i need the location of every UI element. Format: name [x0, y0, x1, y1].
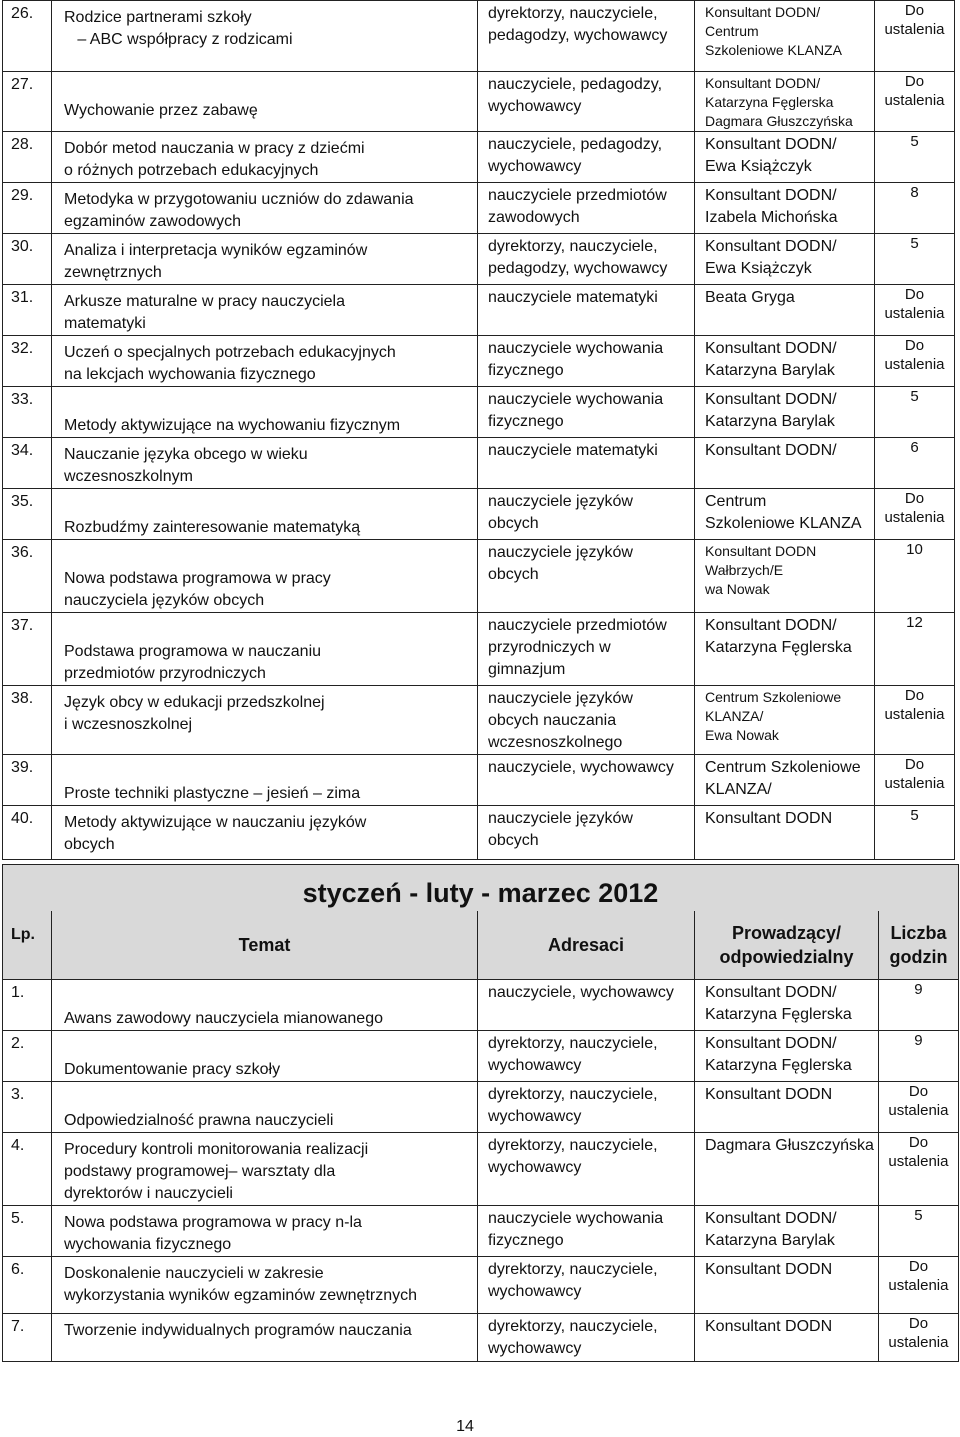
- row-addressees: dyrektorzy, nauczyciele, wychowawcy: [478, 1082, 695, 1133]
- page-number: 14: [456, 1418, 474, 1435]
- training-table-q1-2012: [2, 864, 959, 1362]
- row-addressees: nauczyciele wychowania fizycznego: [478, 1206, 695, 1257]
- row-hours: 5: [878, 1206, 958, 1257]
- row-addressees: dyrektorzy, nauczyciele, wychowawcy: [478, 1257, 695, 1314]
- quarter-title: styczeń - luty - marzec 2012: [3, 865, 959, 911]
- row-lead: Konsultant DODN/ Centrum Szkoleniowe KLANZA: [695, 1, 875, 72]
- row-hours: Do ustalenia: [878, 1314, 958, 1362]
- row-number: 32.: [3, 336, 52, 387]
- row-lead: Konsultant DODN/ Katarzyna Fęglerska: [695, 980, 879, 1031]
- column-header-lp: Lp.: [3, 911, 52, 980]
- row-topic: Tworzenie indywidualnych programów nauczania: [52, 1314, 478, 1362]
- table-row: [3, 980, 959, 1031]
- row-hours: 5: [875, 234, 955, 285]
- row-addressees: nauczyciele języków obcych nauczania wczesnoszkolnego: [478, 686, 695, 755]
- row-topic: Podstawa programowa w nauczaniu przedmiotów przyrodniczych: [52, 613, 478, 686]
- row-topic: Arkusze maturalne w pracy nauczyciela matematyki: [52, 285, 478, 336]
- table-row: [3, 387, 955, 438]
- row-number: 35.: [3, 489, 52, 540]
- row-hours: Do ustalenia: [875, 755, 955, 806]
- row-topic: Awans zawodowy nauczyciela mianowanego: [52, 980, 478, 1031]
- row-lead: Centrum Szkoleniowe KLANZA/ Ewa Nowak: [695, 686, 875, 755]
- column-header-addressees: Adresaci: [478, 911, 695, 980]
- row-hours: Do ustalenia: [878, 1257, 958, 1314]
- row-addressees: nauczyciele, pedagodzy, wychowawcy: [478, 132, 695, 183]
- row-topic: Procedury kontroli monitorowania realizacji podstawy programowej– warsztaty dla dyrektorów i nauczycieli: [52, 1133, 478, 1206]
- row-lead: Konsultant DODN/ Katarzyna Barylak: [695, 1206, 879, 1257]
- row-topic: Dobór metod nauczania w pracy z dziećmi o różnych potrzebach edukacyjnych: [52, 132, 478, 183]
- row-number: 1.: [3, 980, 52, 1031]
- table-row: [3, 285, 955, 336]
- row-lead: Konsultant DODN/ Ewa Książczyk: [695, 132, 875, 183]
- row-lead: Konsultant DODN: [695, 1082, 879, 1133]
- column-header-topic: Temat: [52, 911, 478, 980]
- row-lead: Konsultant DODN/ Katarzyna Fęglerska: [695, 1031, 879, 1082]
- row-lead: Konsultant DODN/ Katarzyna Barylak: [695, 387, 875, 438]
- row-number: 29.: [3, 183, 52, 234]
- row-topic: Metody aktywizujące w nauczaniu języków obcych: [52, 806, 478, 860]
- row-number: 39.: [3, 755, 52, 806]
- training-table-continued: [2, 0, 955, 860]
- row-lead: Konsultant DODN Wałbrzych/E wa Nowak: [695, 540, 875, 613]
- row-addressees: dyrektorzy, nauczyciele, wychowawcy: [478, 1133, 695, 1206]
- row-topic: Rozbudźmy zainteresowanie matematyką: [52, 489, 478, 540]
- row-number: 36.: [3, 540, 52, 613]
- row-hours: Do ustalenia: [875, 336, 955, 387]
- row-topic: Rodzice partnerami szkoły – ABC współpracy z rodzicami: [52, 1, 478, 72]
- row-number: 38.: [3, 686, 52, 755]
- table-body: [3, 1, 955, 860]
- row-number: 7.: [3, 1314, 52, 1362]
- table-row: [3, 1206, 959, 1257]
- table-row: [3, 755, 955, 806]
- table-row: [3, 540, 955, 613]
- row-addressees: nauczyciele, pedagodzy, wychowawcy: [478, 72, 695, 132]
- row-lead: Dagmara Głuszczyńska: [695, 1133, 879, 1206]
- row-topic: Analiza i interpretacja wyników egzaminów zewnętrznych: [52, 234, 478, 285]
- table-row: [3, 1, 955, 72]
- row-addressees: dyrektorzy, nauczyciele, pedagodzy, wychowawcy: [478, 234, 695, 285]
- row-addressees: nauczyciele języków obcych: [478, 806, 695, 860]
- row-hours: Do ustalenia: [875, 72, 955, 132]
- row-lead: Konsultant DODN/ Katarzyna Barylak: [695, 336, 875, 387]
- table-row: [3, 183, 955, 234]
- row-number: 30.: [3, 234, 52, 285]
- row-lead: Konsultant DODN: [695, 806, 875, 860]
- table-row: [3, 1082, 959, 1133]
- row-lead: Konsultant DODN: [695, 1257, 879, 1314]
- row-lead: Konsultant DODN/ Katarzyna Fęglerska: [695, 613, 875, 686]
- row-number: 28.: [3, 132, 52, 183]
- row-topic: Wychowanie przez zabawę: [52, 72, 478, 132]
- row-hours: Do ustalenia: [878, 1082, 958, 1133]
- table-row: [3, 336, 955, 387]
- row-hours: 8: [875, 183, 955, 234]
- row-number: 33.: [3, 387, 52, 438]
- row-addressees: dyrektorzy, nauczyciele, pedagodzy, wychowawcy: [478, 1, 695, 72]
- row-addressees: dyrektorzy, nauczyciele, wychowawcy: [478, 1031, 695, 1082]
- row-number: 26.: [3, 1, 52, 72]
- row-topic: Metodyka w przygotowaniu uczniów do zdawania egzaminów zawodowych: [52, 183, 478, 234]
- table-row: [3, 686, 955, 755]
- row-number: 34.: [3, 438, 52, 489]
- row-addressees: nauczyciele przedmiotów zawodowych: [478, 183, 695, 234]
- row-number: 4.: [3, 1133, 52, 1206]
- row-hours: Do ustalenia: [875, 1, 955, 72]
- table-row: [3, 613, 955, 686]
- row-number: 27.: [3, 72, 52, 132]
- row-topic: Odpowiedzialność prawna nauczycieli: [52, 1082, 478, 1133]
- row-number: 31.: [3, 285, 52, 336]
- table-row: [3, 234, 955, 285]
- table-row: [3, 1031, 959, 1082]
- row-lead: Centrum Szkoleniowe KLANZA/: [695, 755, 875, 806]
- row-addressees: nauczyciele, wychowawcy: [478, 755, 695, 806]
- row-addressees: nauczyciele języków obcych: [478, 489, 695, 540]
- row-lead: Konsultant DODN/ Izabela Michońska: [695, 183, 875, 234]
- row-topic: Język obcy w edukacji przedszkolnej i wczesnoszkolnej: [52, 686, 478, 755]
- table-row: [3, 806, 955, 860]
- table-row: [3, 489, 955, 540]
- column-header-hours: Liczba godzin: [878, 911, 958, 980]
- row-hours: 5: [875, 387, 955, 438]
- row-topic: Uczeń o specjalnych potrzebach edukacyjnych na lekcjach wychowania fizycznego: [52, 336, 478, 387]
- row-hours: 12: [875, 613, 955, 686]
- row-hours: 5: [875, 132, 955, 183]
- row-topic: Nowa podstawa programowa w pracy n-la wychowania fizycznego: [52, 1206, 478, 1257]
- table-row: [3, 438, 955, 489]
- row-number: 3.: [3, 1082, 52, 1133]
- row-lead: Beata Gryga: [695, 285, 875, 336]
- table-row: [3, 132, 955, 183]
- row-lead: Konsultant DODN/ Ewa Książczyk: [695, 234, 875, 285]
- row-number: 2.: [3, 1031, 52, 1082]
- table-row: [3, 1314, 959, 1362]
- row-hours: 5: [875, 806, 955, 860]
- row-addressees: nauczyciele matematyki: [478, 438, 695, 489]
- row-hours: 6: [875, 438, 955, 489]
- row-topic: Doskonalenie nauczycieli w zakresie wykorzystania wyników egzaminów zewnętrznych: [52, 1257, 478, 1314]
- row-hours: Do ustalenia: [875, 489, 955, 540]
- row-lead: Konsultant DODN/: [695, 438, 875, 489]
- row-addressees: nauczyciele przedmiotów przyrodniczych w gimnazjum: [478, 613, 695, 686]
- table-row: [3, 1133, 959, 1206]
- table-row: [3, 72, 955, 132]
- row-topic: Nowa podstawa programowa w pracy nauczyciela języków obcych: [52, 540, 478, 613]
- row-addressees: nauczyciele matematyki: [478, 285, 695, 336]
- row-lead: Centrum Szkoleniowe KLANZA: [695, 489, 875, 540]
- row-hours: 9: [878, 1031, 958, 1082]
- table-body: [3, 865, 959, 1362]
- row-addressees: dyrektorzy, nauczyciele, wychowawcy: [478, 1314, 695, 1362]
- row-lead: Konsultant DODN: [695, 1314, 879, 1362]
- row-number: 6.: [3, 1257, 52, 1314]
- row-number: 37.: [3, 613, 52, 686]
- row-addressees: nauczyciele języków obcych: [478, 540, 695, 613]
- row-addressees: nauczyciele wychowania fizycznego: [478, 387, 695, 438]
- row-addressees: nauczyciele, wychowawcy: [478, 980, 695, 1031]
- table-row: [3, 1257, 959, 1314]
- row-hours: Do ustalenia: [878, 1133, 958, 1206]
- row-topic: Proste techniki plastyczne – jesień – zima: [52, 755, 478, 806]
- row-topic: Dokumentowanie pracy szkoły: [52, 1031, 478, 1082]
- row-hours: Do ustalenia: [875, 686, 955, 755]
- row-hours: 10: [875, 540, 955, 613]
- row-topic: Metody aktywizujące na wychowaniu fizycznym: [52, 387, 478, 438]
- row-number: 40.: [3, 806, 52, 860]
- row-lead: Konsultant DODN/ Katarzyna Fęglerska Dagmara Głuszczyńska: [695, 72, 875, 132]
- column-header-lead: Prowadzący/ odpowiedzialny: [695, 911, 879, 980]
- row-number: 5.: [3, 1206, 52, 1257]
- row-hours: 9: [878, 980, 958, 1031]
- row-addressees: nauczyciele wychowania fizycznego: [478, 336, 695, 387]
- row-hours: Do ustalenia: [875, 285, 955, 336]
- row-topic: Nauczanie języka obcego w wieku wczesnoszkolnym: [52, 438, 478, 489]
